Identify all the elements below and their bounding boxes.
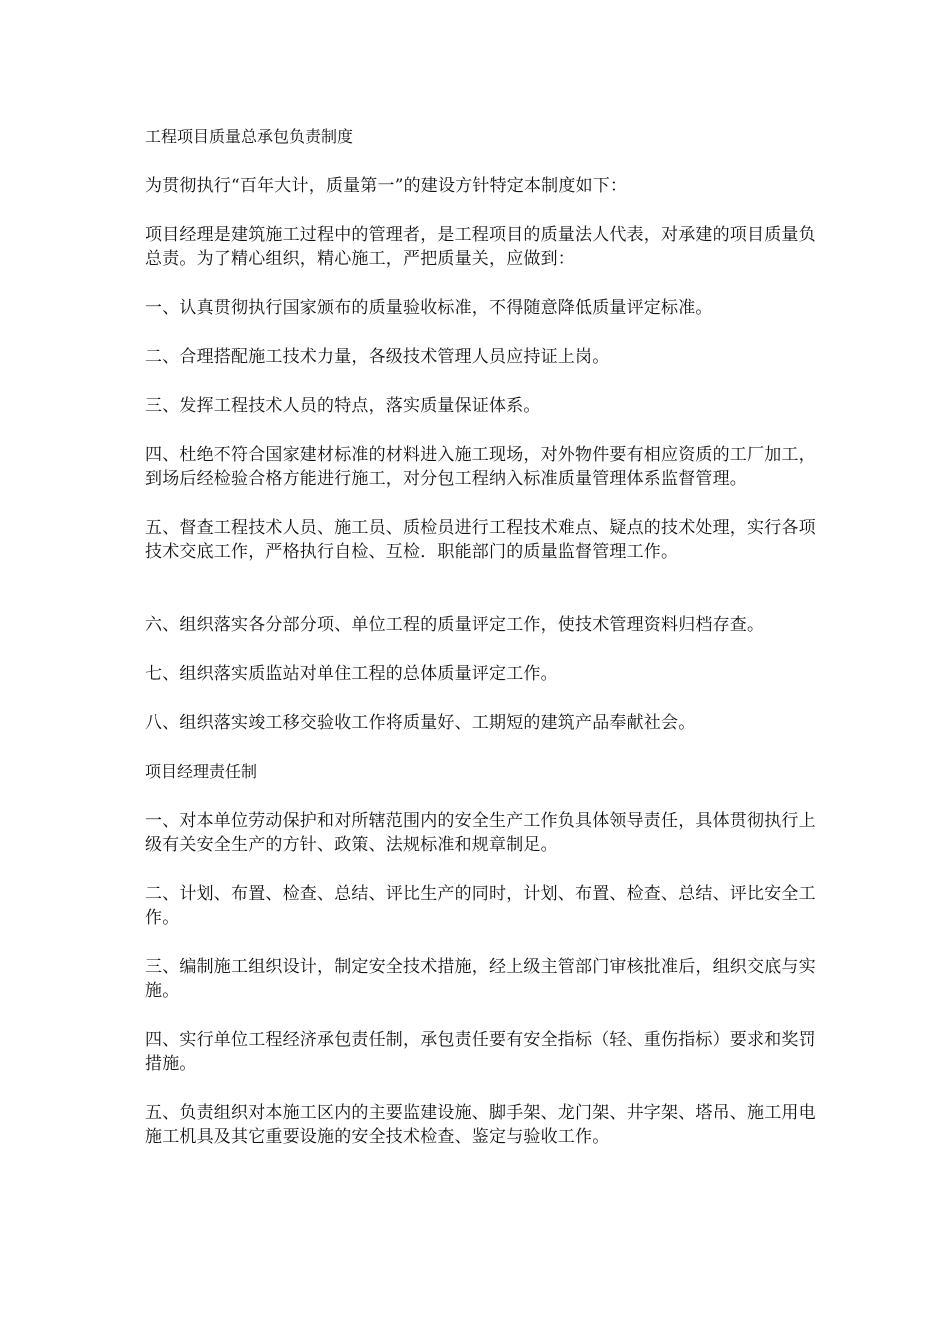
document-body xyxy=(145,125,825,1174)
section2-title: 项目经理责任制 xyxy=(145,762,258,781)
quality-item-2: 二、合理搭配施工技术力量，各级技术管理人员应持证上岗。 xyxy=(145,347,610,367)
quality-item-8: 八、组织落实竣工移交验收工作将质量好、工期短的建筑产品奉献社会。 xyxy=(145,713,696,733)
paragraph-spacer xyxy=(145,589,825,613)
intro-paragraph: 为贯彻执行“百年大计，质量第一”的建设方针特定本制度如下： xyxy=(145,176,628,196)
document-title: 工程项目质量总承包负责制度 xyxy=(145,127,354,146)
quality-item-5: 五、督查工程技术人员、施工员、质检员进行工程技术难点、疑点的技术处理，实行各项技术交底工作，严格执行自检、互检．职能部门的质量监督管理工作。 xyxy=(145,518,816,562)
responsibility-item-2: 二、计划、布置、检查、总结、评比生产的同时，计划、布置、检查、总结、评比安全工作。 xyxy=(145,884,816,928)
responsibility-item-5: 五、负责组织对本施工区内的主要监建设施、脚手架、龙门架、井字架、塔吊、施工用电施工机具及其它重要设施的安全技术检查、鉴定与验收工作。 xyxy=(145,1103,816,1147)
quality-item-3: 三、发挥工程技术人员的特点，落实质量保证体系。 xyxy=(145,396,541,416)
responsibility-item-1: 一、对本单位劳动保护和对所辖范围内的安全生产工作负具体领导责任，具体贯彻执行上级有关安全生产的方针、政策、法规标准和规章制足。 xyxy=(145,811,816,855)
quality-item-7: 七、组织落实质监站对单住工程的总体质量评定工作。 xyxy=(145,664,558,684)
quality-item-1: 一、认真贯彻执行国家颁布的质量验收标准，不得随意降低质量评定标准。 xyxy=(145,298,713,318)
responsibility-item-3: 三、编制施工组织设计，制定安全技术措施，经上级主管部门审核批准后，组织交底与实施。 xyxy=(145,957,816,1001)
quality-item-4: 四、杜绝不符合国家建材标准的材料进入施工现场，对外物件要有相应资质的工厂加工，到场后经检验合格方能进行施工，对分包工程纳入标准质量管理体系监督管理。 xyxy=(145,445,816,489)
responsibility-item-4: 四、实行单位工程经济承包责任制，承包责任要有安全指标（轻、重伤指标）要求和奖罚措施。 xyxy=(145,1030,816,1074)
quality-item-6: 六、组织落实各分部分项、单位工程的质量评定工作，使技术管理资料归档存查。 xyxy=(145,615,765,635)
lead-paragraph: 项目经理是建筑施工过程中的管理者，是工程项目的质量法人代表，对承建的项目质量负总责。为了精心组织，精心施工，严把质量关，应做到： xyxy=(145,225,816,269)
